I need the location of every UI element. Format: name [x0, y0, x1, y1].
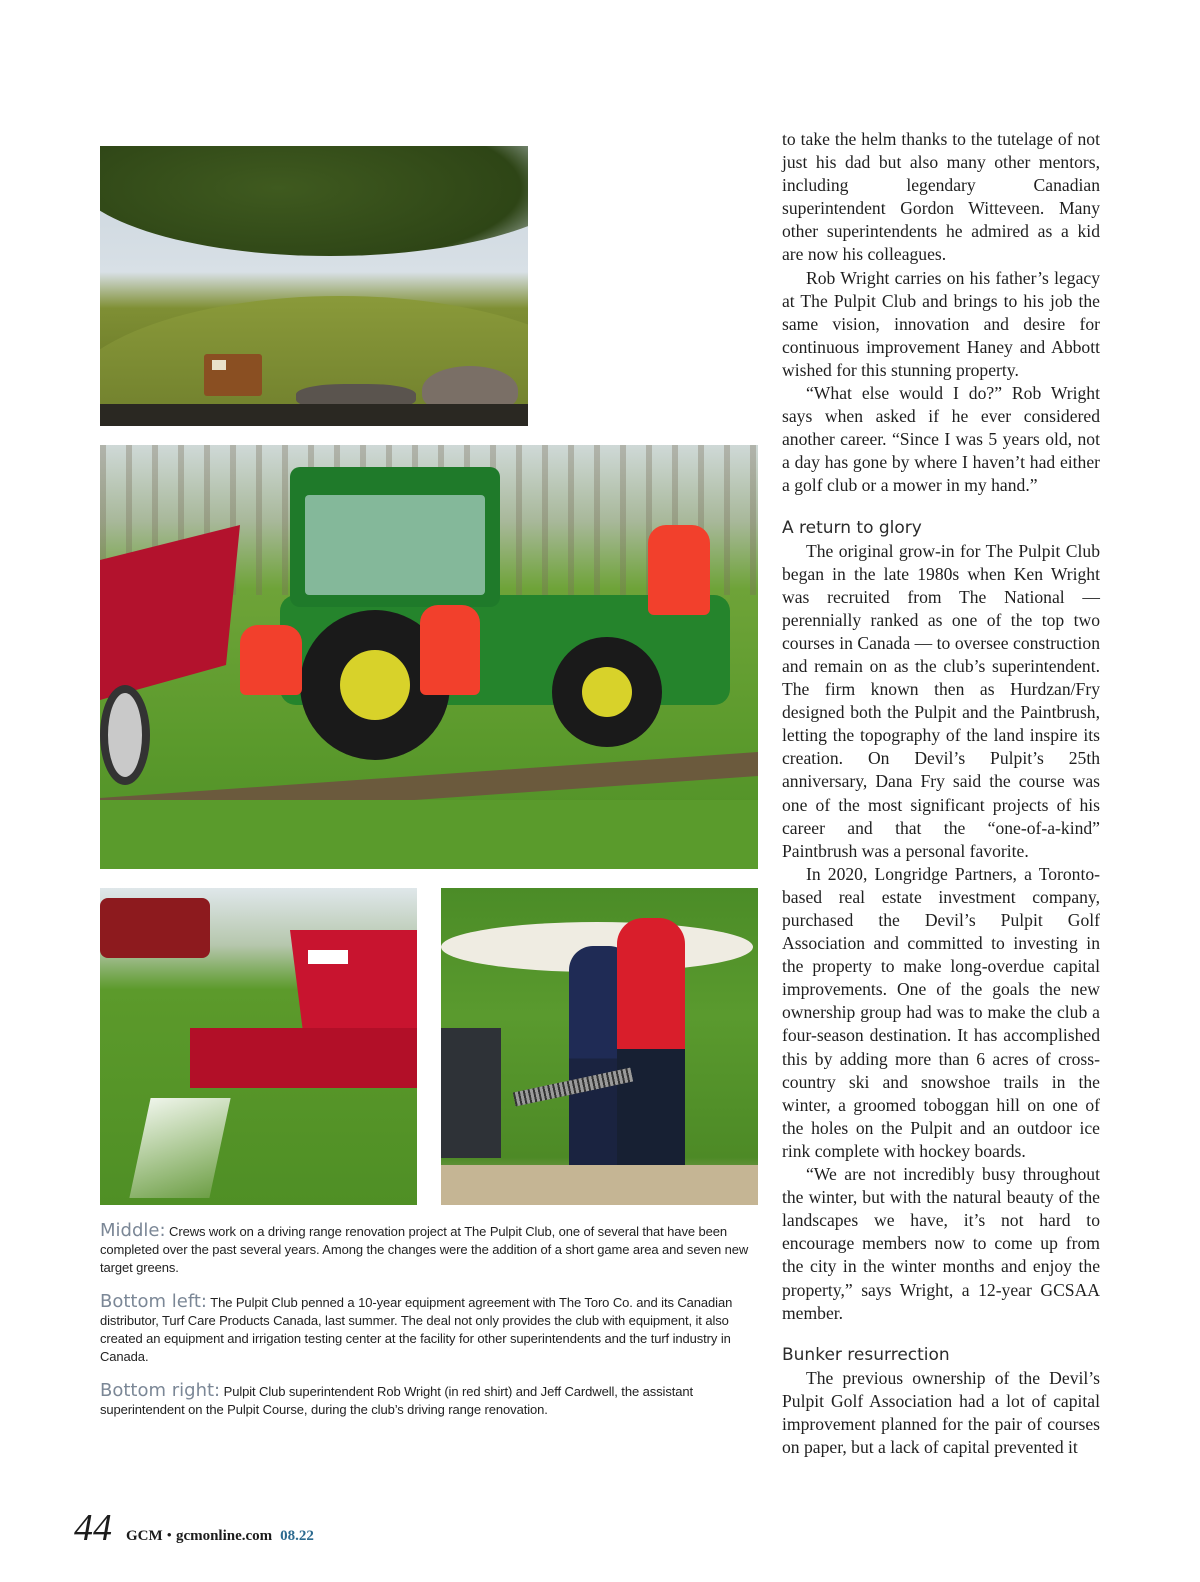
website-link[interactable]: gcmonline.com: [175, 1528, 273, 1544]
toro-spreader-photo: [100, 888, 417, 1205]
tree-canopy: [100, 146, 528, 256]
caption-lead: Bottom left:: [100, 1291, 207, 1312]
article-paragraph: to take the helm thanks to the tutelage of not just his dad but also many other mentors, including legendary Canadian superintendent Gordon Witteveen. Many other superintendents he admired as a kid are now his colleagues.: [782, 129, 1100, 265]
tractor-crew-photo: [100, 445, 758, 869]
utility-cart: [441, 1028, 501, 1158]
tractor-front-wheel: [552, 637, 662, 747]
caption-text: Crews work on a driving range renovation project at The Pulpit Club, one of several that have been completed over the past several years. Among the changes were the addition of a short game area and seven new target greens.: [100, 1224, 749, 1275]
caption-text: Pulpit Club superintendent Rob Wright (in red shirt) and Jeff Cardwell, the assistant superintendent on the Pulpit Course, during the club’s driving range renovation.: [100, 1384, 693, 1417]
article-paragraph: “What else would I do?” Rob Wright says when asked if he ever considered another career. “Since I was 5 years old, not a day has gone by where I haven’t had either a golf club or a mower in my hand.”: [782, 383, 1100, 496]
sand-stream: [129, 1098, 230, 1198]
section-heading: Bunker resurrection: [782, 1344, 950, 1365]
caption-middle: [100, 1222, 750, 1277]
footer-separator: •: [166, 1528, 172, 1544]
article-paragraph: “We are not incredibly busy throughout the winter, but with the natural beauty of the landscapes we have, it’s not hard to encourage members now to come up from the city in the winter months and enjoy the property,” says Wright, a 12-year GCSAA member.: [782, 1164, 1100, 1323]
wooden-bench: [204, 354, 262, 396]
toro-logo-plate: [308, 950, 348, 964]
foreground-grass: [100, 800, 758, 869]
article-paragraph: In 2020, Longridge Partners, a Toronto-based real estate investment company, purchased the Devil’s Pulpit Golf Association and committed to investing in the property to make long-overdue capital improvements. One of the goals the new ownership group had was to make the club a four-season destination. It has accomplished this by adding more than 6 acres of cross-country ski and snowshoe trails in the winter, a groomed toboggan hill on one of the holes on the Pulpit and an outdoor ice rink complete with hockey boards.: [782, 863, 1100, 1161]
issue-date: 08.22: [280, 1528, 314, 1544]
tractor-cab-glass: [305, 495, 485, 595]
article-paragraph: Rob Wright carries on his father’s legacy at The Pulpit Club and brings to his job the same vision, innovation and desire for continuous improvement Haney and Abbott wished for this stunning property.: [782, 267, 1100, 380]
magazine-name: GCM: [126, 1528, 163, 1544]
superintendent-red-shirt: [617, 918, 685, 1203]
ground-strip: [100, 404, 528, 426]
caption-bottom-right: [100, 1382, 750, 1419]
crew-member-2: [420, 605, 480, 695]
article-paragraph: The previous ownership of the Devil’s Pulpit Golf Association had a lot of capital improvement planned for the pair of courses on paper, but a lack of capital prevented it: [782, 1367, 1100, 1457]
crew-member-3: [648, 525, 710, 615]
article-paragraph: The original grow-in for The Pulpit Club began in the late 1980s when Ken Wright was recruited from The National — perennially ranked as one of the top two courses in Canada — to oversee construction and remain on as the club’s superintendent. The firm known then as Hurdzan/Fry designed both the Pulpit and the Paintbrush, letting the topography of the land inspire its creation. On Devil’s Pulpit’s 25th anniversary, Dana Fry said the course was one of the most significant projects of his career and that the “one-of-a-kind” Paintbrush was a personal favorite.: [782, 540, 1100, 861]
spreader-hopper: [290, 930, 417, 1040]
crew-member-1: [240, 625, 302, 695]
trailer-wheel: [100, 685, 150, 785]
caption-lead: Bottom right:: [100, 1380, 221, 1401]
caption-lead: Middle:: [100, 1220, 166, 1241]
article-column: [782, 128, 1100, 1459]
spreader-frame: [190, 1028, 417, 1088]
caption-bottom-left: [100, 1293, 750, 1366]
page-number: 44: [74, 1507, 112, 1549]
page-footer: [74, 1506, 314, 1550]
caption-text: The Pulpit Club penned a 10-year equipment agreement with The Toro Co. and its Canadian distributor, Turf Care Products Canada, last summer. The deal not only provides the club with equipment, it also created an equipment and irrigation testing center at the facility for other superintendents and the turf industry in Canada.: [100, 1295, 733, 1364]
sand-ground: [441, 1165, 758, 1205]
bench-photo: [100, 146, 528, 426]
bunker-men-photo: [441, 888, 758, 1205]
section-heading: A return to glory: [782, 517, 922, 538]
background-mower: [100, 898, 210, 958]
photo-captions: [100, 1222, 750, 1435]
